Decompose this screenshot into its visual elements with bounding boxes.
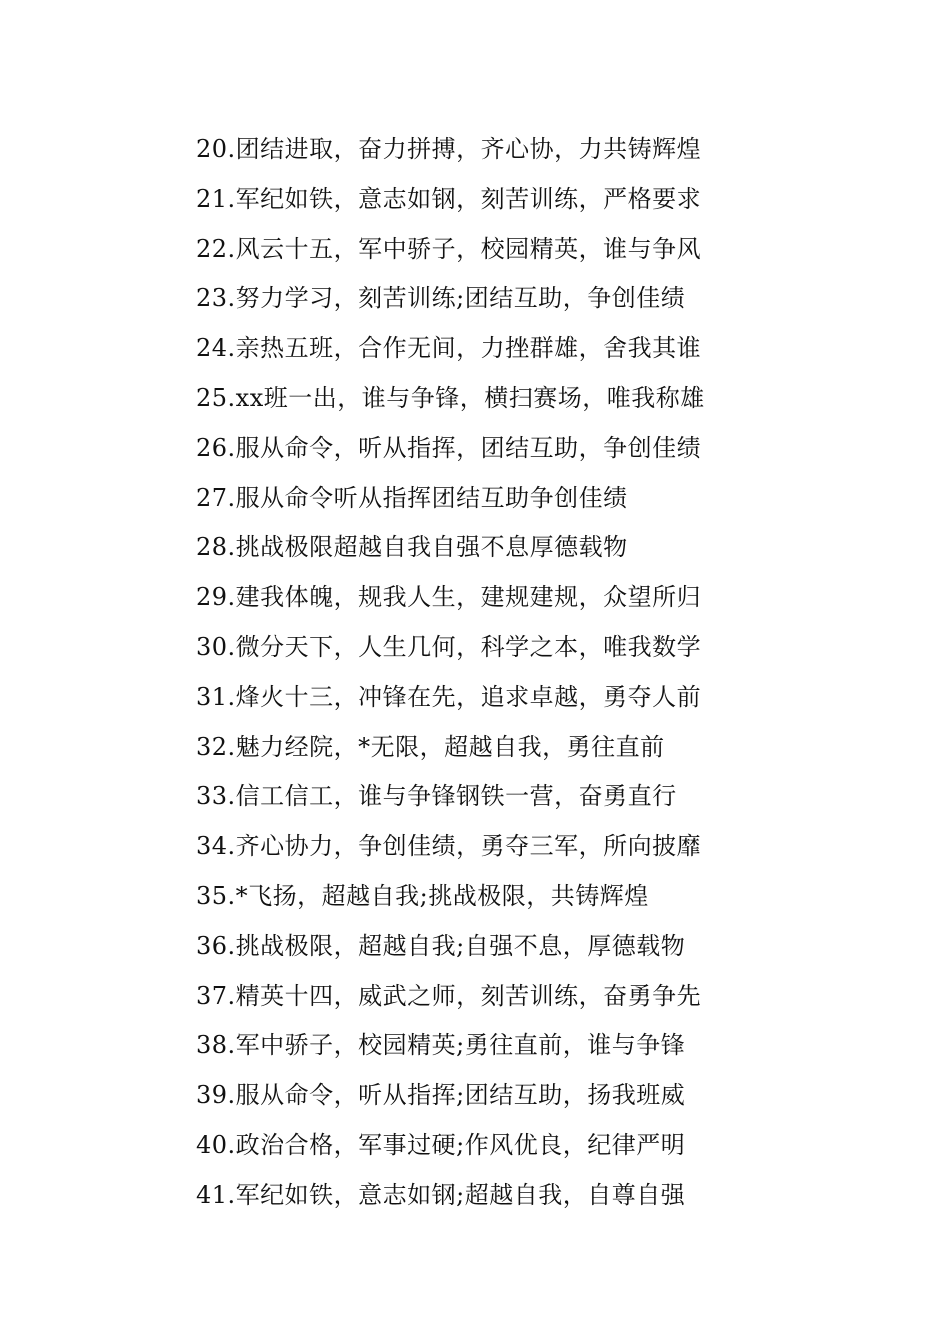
slogan-line: 28.挑战极限超越自我自强不息厚德载物 [196, 533, 628, 562]
slogan-line: 26.服从命令，听从指挥，团结互助，争创佳绩 [196, 433, 702, 462]
slogan-line: 33.信工信工，谁与争锋钢铁一营，奋勇直行 [196, 782, 677, 811]
slogan-line: 37.精英十四，威武之师，刻苦训练，奋勇争先 [196, 981, 702, 1010]
slogan-line: 38.军中骄子，校园精英;勇往直前，谁与争锋 [196, 1031, 686, 1060]
slogan-line: 24.亲热五班，合作无间，力挫群雄，舍我其谁 [196, 334, 702, 363]
slogan-line: 40.政治合格，军事过硬;作风优良，纪律严明 [196, 1130, 686, 1159]
slogan-line: 36.挑战极限，超越自我;自强不息，厚德载物 [196, 931, 686, 960]
slogan-line: 22.风云十五，军中骄子，校园精英，谁与争风 [196, 234, 702, 263]
slogan-line: 27.服从命令听从指挥团结互助争创佳绩 [196, 483, 628, 512]
slogan-line: 31.烽火十三，冲锋在先，追求卓越，勇夺人前 [196, 682, 702, 711]
slogan-line: 30.微分天下，人生几何，科学之本，唯我数学 [196, 632, 702, 661]
slogan-line: 34.齐心协力，争创佳绩，勇夺三军，所向披靡 [196, 832, 702, 861]
slogan-line: 35.*飞扬，超越自我;挑战极限，共铸辉煌 [196, 881, 649, 910]
slogan-line: 32.魅力经院，*无限，超越自我，勇往直前 [196, 732, 665, 761]
slogan-line: 25.xx班一出，谁与争锋，横扫赛场，唯我称雄 [196, 383, 705, 412]
slogan-line: 29.建我体魄，规我人生，建规建规，众望所归 [196, 583, 702, 612]
slogan-line: 41.军纪如铁，意志如钢;超越自我，自尊自强 [196, 1180, 686, 1209]
slogan-list [196, 129, 705, 1225]
slogan-line: 39.服从命令，听从指挥;团结互助，扬我班威 [196, 1081, 686, 1110]
slogan-line: 20.团结进取，奋力拼搏，齐心协，力共铸辉煌 [196, 135, 702, 163]
slogan-line: 21.军纪如铁，意志如钢，刻苦训练，严格要求 [196, 184, 702, 213]
slogan-line: 23.努力学习，刻苦训练;团结互助，争创佳绩 [196, 284, 686, 313]
